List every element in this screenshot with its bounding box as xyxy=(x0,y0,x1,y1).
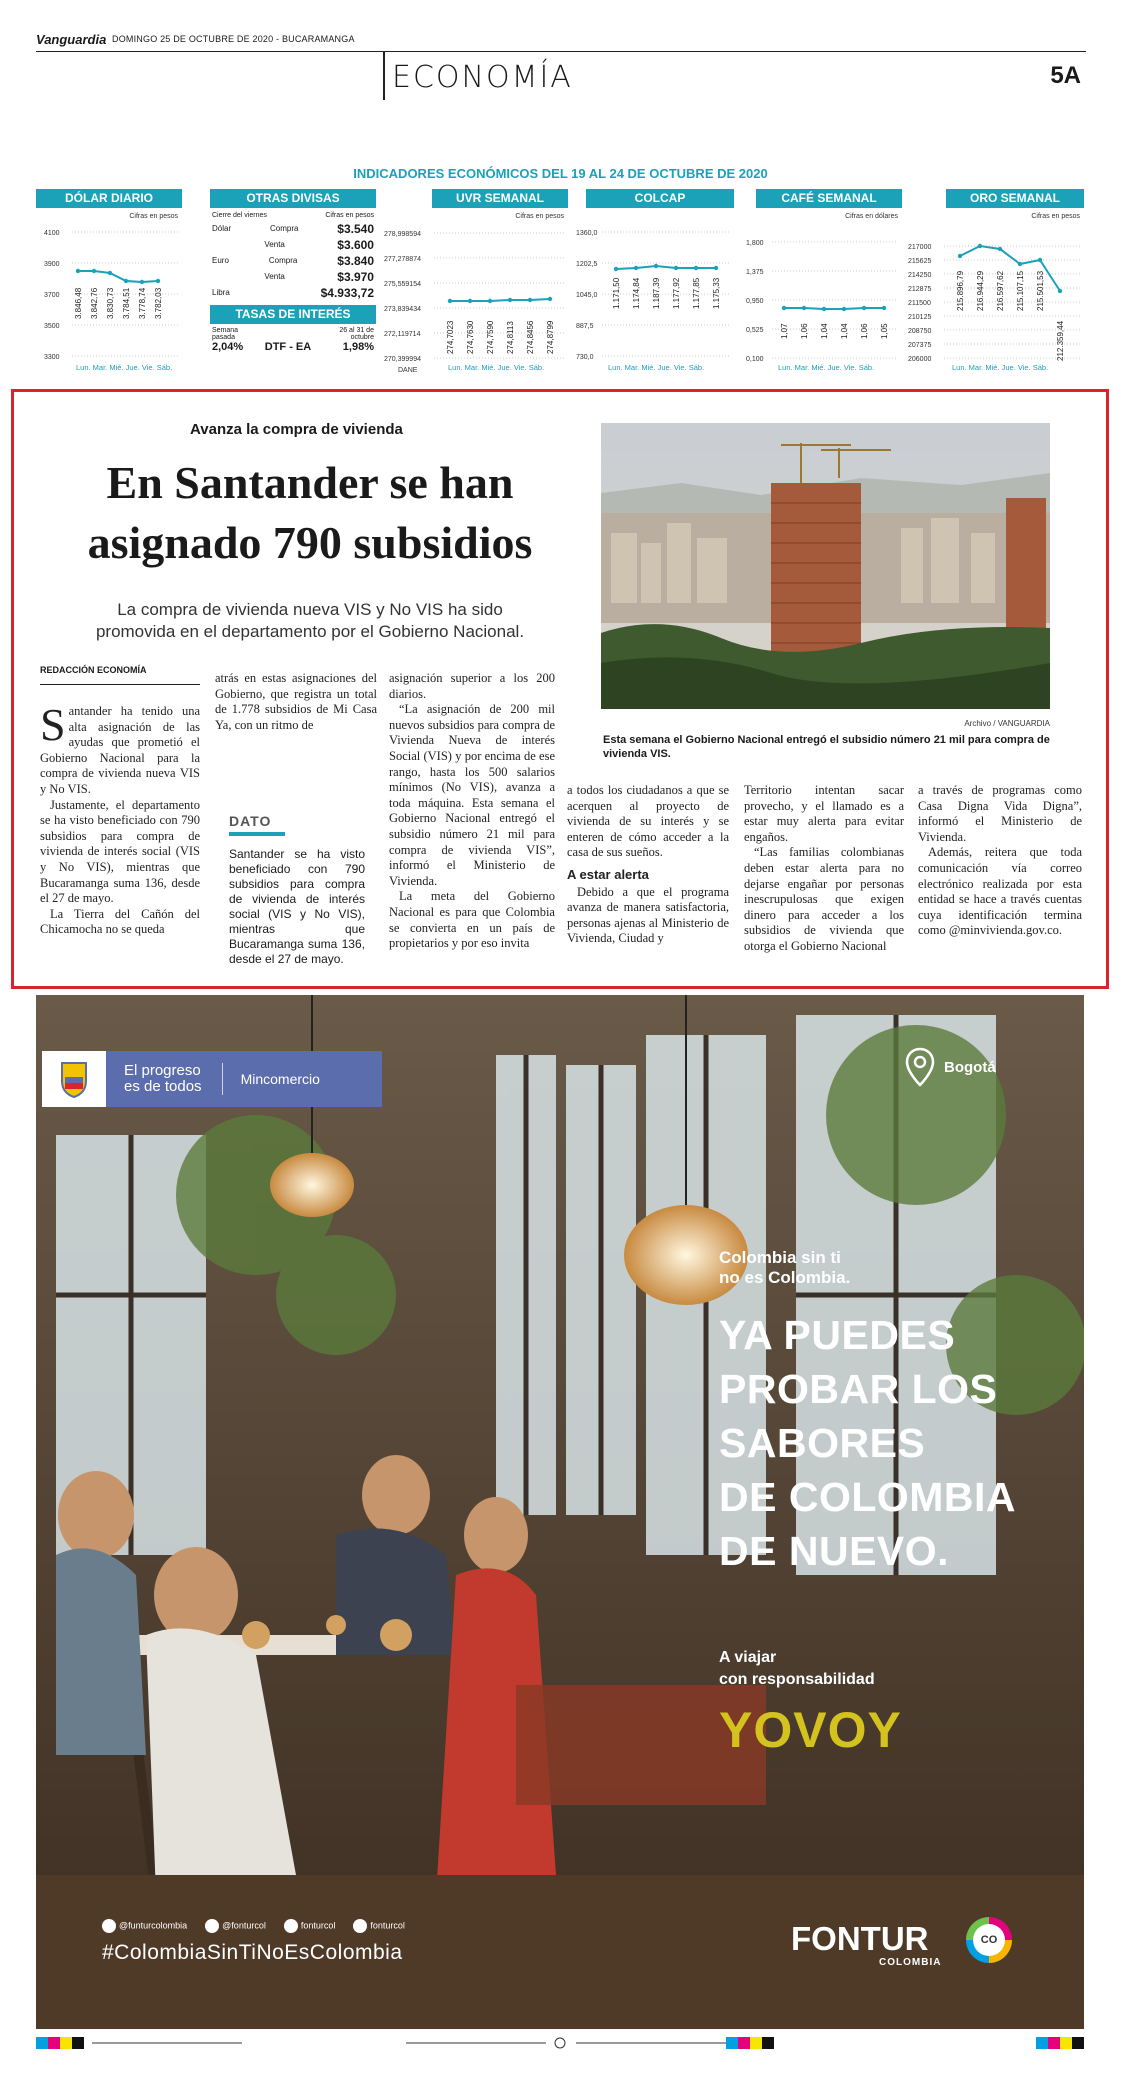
ministry-name: Mincomercio xyxy=(240,1071,320,1087)
otras-head: OTRAS DIVISAS xyxy=(210,189,376,208)
svg-text:1045,0: 1045,0 xyxy=(576,292,598,299)
youtube-icon xyxy=(353,1919,367,1933)
masthead xyxy=(36,30,1086,52)
svg-text:214250: 214250 xyxy=(908,272,932,279)
svg-text:215.896,79: 215.896,79 xyxy=(956,270,965,311)
drop-cap: S xyxy=(40,699,66,750)
svg-text:Lun. Mar. Mié. Jue. Vie. Sáb.: Lun. Mar. Mié. Jue. Vie. Sáb. xyxy=(952,363,1049,372)
instagram-icon xyxy=(284,1919,298,1933)
svg-text:1,06: 1,06 xyxy=(800,323,809,339)
uvr-head: UVR SEMANAL xyxy=(432,189,568,208)
svg-text:1.187,39: 1.187,39 xyxy=(652,277,661,309)
newspaper-brand: Vanguardia xyxy=(36,32,107,47)
page-number: 5A xyxy=(1050,62,1081,89)
dolar-value: 3.784,51 xyxy=(122,287,131,319)
article-column-1: Santander ha tenido una alta asignación de las ayudas que prometió el Gobierno Nacional para la compra de vivienda nueva VIS y No VIS. Justamente, el departamento se ha visto beneficiado con 790 subsidios para compra de vivienda de interés social (VIS y No VIS), mientras que Bucaramanga suma 136, desde el 27 de mayo. La Tierra del Cañón del Chicamocha no se queda xyxy=(40,699,200,937)
svg-text:1360,0: 1360,0 xyxy=(576,230,598,237)
byline-rule xyxy=(40,684,200,685)
uvr-semanal-chart xyxy=(380,189,568,374)
svg-text:1,07: 1,07 xyxy=(780,323,789,339)
svg-text:Lun. Mar. Mié. Jue. Vie. Sáb.: Lun. Mar. Mié. Jue. Vie. Sáb. xyxy=(608,363,705,372)
svg-text:887,5: 887,5 xyxy=(576,323,594,330)
svg-text:1.177,92: 1.177,92 xyxy=(672,277,681,309)
facebook-handle: @funturcolombia xyxy=(102,1919,187,1933)
government-brand-box xyxy=(42,1051,382,1107)
svg-text:216.597,62: 216.597,62 xyxy=(996,270,1005,311)
article-deck: La compra de vivienda nueva VIS y No VIS ha sido promovida en el departamento por el Gobierno Nacional. xyxy=(95,600,525,641)
svg-text:1,375: 1,375 xyxy=(746,269,764,276)
oro-semanal-chart xyxy=(908,189,1084,374)
svg-text:206000: 206000 xyxy=(908,356,932,363)
svg-text:274,8456: 274,8456 xyxy=(526,320,535,354)
svg-text:277,278874: 277,278874 xyxy=(384,256,421,263)
svg-text:1.177,85: 1.177,85 xyxy=(692,277,701,309)
fx-row: Libra $4.933,72 xyxy=(212,286,374,300)
svg-text:1.175,33: 1.175,33 xyxy=(712,277,721,309)
dolar-value: 3.778,74 xyxy=(138,287,147,319)
svg-text:1,800: 1,800 xyxy=(746,240,764,247)
svg-text:274,7630: 274,7630 xyxy=(466,320,475,354)
svg-text:1,04: 1,04 xyxy=(820,323,829,339)
svg-text:Lun. Mar. Mié. Jue. Vie. Sáb.: Lun. Mar. Mié. Jue. Vie. Sáb. xyxy=(448,363,545,372)
section-divider xyxy=(383,52,385,100)
svg-text:212.359,44: 212.359,44 xyxy=(1056,320,1065,361)
svg-text:1202,5: 1202,5 xyxy=(576,261,598,268)
fx-row: Venta $3.970 xyxy=(264,270,374,284)
svg-text:Lun. Mar. Mié. Jue. Vie. Sáb.: Lun. Mar. Mié. Jue. Vie. Sáb. xyxy=(778,363,875,372)
dtf-label: DTF - EA xyxy=(264,341,312,353)
svg-text:0,950: 0,950 xyxy=(746,298,764,305)
location-name: Bogotá xyxy=(944,1058,996,1076)
section-title: ECONOMÍA xyxy=(392,60,573,95)
article-column-6: a través de programas como Casa Digna Vida Digna”, informó el Ministerio de Vivienda. Además, reitera que toda comunicación vía correo electrónico realizada por esta entidad se hace a través cuentas cuya identificación termina como @minvivienda.gov.co. xyxy=(918,783,1082,938)
oro-plot xyxy=(908,189,1084,374)
ad-hashtag: #ColombiaSinTiNoEsColombia xyxy=(102,1941,403,1964)
otras-subhead-left: Cierre del viernes xyxy=(212,212,267,219)
dato-rule xyxy=(229,832,285,836)
otras-divisas-table xyxy=(210,189,376,374)
dato-title: DATO xyxy=(229,813,272,829)
dolar-value: 3.842,76 xyxy=(90,287,99,319)
ad-subline: A viajar con responsabilidad xyxy=(719,1649,875,1688)
instagram-handle: fonturcol xyxy=(284,1919,336,1933)
dato-text: Santander se ha visto beneficiado con 790 subsidios para compra de vivienda de interés social (VIS y No VIS), mientras que Bucaramanga suma 136, desde el 27 de mayo. xyxy=(229,847,365,966)
youtube-handle: fonturcol xyxy=(353,1919,405,1933)
facebook-icon xyxy=(102,1919,116,1933)
dolar-ytick: 4100 xyxy=(44,230,60,237)
dolar-value: 3.782,03 xyxy=(154,287,163,319)
government-slogan: El progreso es de todos xyxy=(106,1063,223,1095)
dolar-ytick: 3500 xyxy=(44,323,60,330)
svg-text:272,119714: 272,119714 xyxy=(384,331,421,338)
colcap-head: COLCAP xyxy=(586,189,734,208)
yovoy-logo: YOVOY xyxy=(719,1702,902,1758)
colcap-plot xyxy=(572,189,734,374)
article-byline: REDACCIÓN ECONOMÍA xyxy=(40,665,147,675)
svg-text:278,998594: 278,998594 xyxy=(384,231,421,238)
article-photo xyxy=(601,423,1050,709)
indicators-title: INDICADORES ECONÓMICOS DEL 19 AL 24 DE OCTUBRE DE 2020 xyxy=(353,166,768,181)
colcap-chart xyxy=(572,189,734,374)
article-column-5: Territorio intentan sacar provecho, y el llamado es a estar muy alerta para evitar engaños. “Las familias colombianas deben estar alerta para no dejarse engañar por personas inescrupulosas que exigen dinero para acceder a los subsidios de vivienda que otorga el Gobierno Nacional xyxy=(744,783,904,953)
svg-text:274,7023: 274,7023 xyxy=(446,320,455,354)
svg-text:275,559154: 275,559154 xyxy=(384,281,421,288)
fontur-logo: FONTUR xyxy=(791,1920,929,1957)
svg-text:215.107,15: 215.107,15 xyxy=(1016,270,1025,311)
ad-headline: YA PUEDES PROBAR LOS SABORES DE COLOMBIA DE NUEVO. xyxy=(719,1312,1017,1574)
fontur-advertisement xyxy=(36,995,1084,2029)
svg-text:210125: 210125 xyxy=(908,314,932,321)
article-subhead: A estar alerta xyxy=(567,866,649,882)
svg-text:274,7590: 274,7590 xyxy=(486,320,495,354)
svg-text:274,8113: 274,8113 xyxy=(506,321,515,354)
colombia-co-badge-icon: CO xyxy=(966,1917,1012,1963)
fx-row: Euro Compra $3.840 xyxy=(212,254,374,268)
dolar-line xyxy=(78,271,158,282)
dolar-days: Lun. Mar. Mié. Jue. Vie. Sáb. xyxy=(76,363,173,372)
svg-text:215625: 215625 xyxy=(908,258,932,265)
svg-text:217000: 217000 xyxy=(908,244,932,251)
twitter-handle: @fonturcol xyxy=(205,1919,266,1933)
oro-note: Cifras en pesos xyxy=(1031,213,1080,220)
svg-text:1,04: 1,04 xyxy=(840,323,849,339)
article-column-2: atrás en estas asignaciones del Gobierno, que registra un total de 1.778 subsidios de Mi Casa Ya, con un ritmo de xyxy=(215,671,377,732)
svg-text:273,839434: 273,839434 xyxy=(384,306,421,313)
svg-text:0,100: 0,100 xyxy=(746,356,764,363)
svg-text:208750: 208750 xyxy=(908,328,932,335)
fx-row: Dólar Compra $3.540 xyxy=(212,222,374,236)
svg-text:1,05: 1,05 xyxy=(880,323,889,339)
cafe-plot xyxy=(742,189,902,374)
dolar-head: DÓLAR DIARIO xyxy=(36,189,182,208)
twitter-icon xyxy=(205,1919,219,1933)
dolar-diario-chart xyxy=(36,189,182,374)
svg-text:1.171,50: 1.171,50 xyxy=(612,277,621,309)
uvr-plot xyxy=(380,189,568,374)
uvr-note: Cifras en pesos xyxy=(515,213,564,220)
dolar-ytick: 3700 xyxy=(44,292,60,299)
dolar-value: 3.830,73 xyxy=(106,287,115,319)
article-column-4: a todos los ciudadanos a que se acerquen al proyecto de vivienda de su interés y se enteren de cómo acceder a la casa de sus sueños. A estar alerta Debido a que el programa avanza de manera satisfactoria, personas ajenas al Ministerio de Vivienda, Ciudad y xyxy=(567,783,729,946)
svg-text:207375: 207375 xyxy=(908,342,932,349)
svg-text:1,06: 1,06 xyxy=(860,323,869,339)
map-pin-icon xyxy=(904,1047,936,1087)
svg-text:215.501,53: 215.501,53 xyxy=(1036,270,1045,311)
dolar-ytick: 3900 xyxy=(44,261,60,268)
article-kicker: Avanza la compra de vivienda xyxy=(190,421,403,438)
social-handles xyxy=(102,1919,405,1933)
dolar-note: Cifras en pesos xyxy=(129,213,178,220)
tasas-row: Semana pasada 2,04% DTF - EA 26 al 31 de octubre 1,98% xyxy=(212,327,374,353)
dolar-plot xyxy=(36,189,182,374)
photo-credit: Archivo / VANGUARDIA xyxy=(964,719,1050,728)
cafe-semanal-chart xyxy=(742,189,902,374)
cafe-note: Cifras en dólares xyxy=(845,213,898,220)
otras-subhead-right: Cifras en pesos xyxy=(325,212,374,219)
ad-tagline: Colombia sin ti no es Colombia. xyxy=(719,1248,851,1287)
svg-text:270,399994: 270,399994 xyxy=(384,356,421,363)
svg-text:DANE: DANE xyxy=(398,367,418,374)
fontur-logo-sub: COLOMBIA xyxy=(879,1957,942,1968)
svg-text:216.944,29: 216.944,29 xyxy=(976,270,985,311)
svg-text:0,525: 0,525 xyxy=(746,327,764,334)
oro-head: ORO SEMANAL xyxy=(946,189,1084,208)
print-color-strip xyxy=(36,2037,1084,2049)
svg-text:730,0: 730,0 xyxy=(576,354,594,361)
dateline: DOMINGO 25 DE OCTUBRE DE 2020 - BUCARAMANGA xyxy=(112,34,355,44)
svg-text:211500: 211500 xyxy=(908,300,931,307)
article-headline: En Santander se han asignado 790 subsidios xyxy=(87,457,533,568)
cafe-head: CAFÉ SEMANAL xyxy=(756,189,902,208)
coat-of-arms-icon xyxy=(42,1051,106,1107)
city-photo-illustration xyxy=(601,423,1050,709)
article-column-3: asignación superior a los 200 diarios. “La asignación de 200 mil nuevos subsidios para compra de Vivienda Nueva de interés Social (VIS) y por encima de ese rango, hasta los 500 salarios mínimos (No VIS), avanza a toda máquina. Esta semana el Gobierno Nacional entregó el subsidio número 21 mil para compra de vivienda VIS”, informó el Ministerio de Vivienda. La meta del Gobierno Nacional es para que Colombia se convierta en un país de propietarios y por eso invita xyxy=(389,671,555,951)
location-tag xyxy=(904,1047,996,1087)
fx-row: Venta $3.600 xyxy=(264,238,374,252)
dolar-value: 3.846,48 xyxy=(74,287,83,319)
svg-text:212875: 212875 xyxy=(908,286,932,293)
dolar-ytick: 3300 xyxy=(44,354,60,361)
svg-text:1.174,84: 1.174,84 xyxy=(632,277,641,309)
svg-text:274,8799: 274,8799 xyxy=(546,320,555,354)
tasas-head: TASAS DE INTERÉS xyxy=(210,305,376,324)
photo-caption: Esta semana el Gobierno Nacional entregó el subsidio número 21 mil para compra de vivienda VIS. xyxy=(603,734,1050,760)
